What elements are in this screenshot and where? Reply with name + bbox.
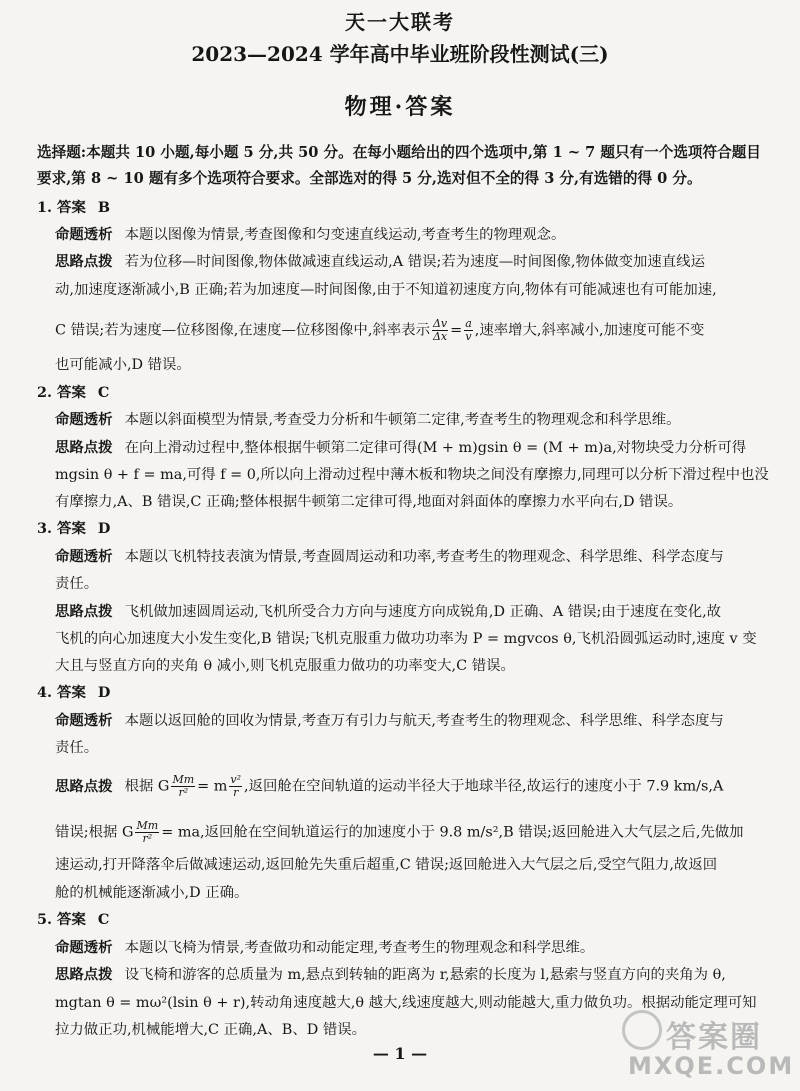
- q2-hint-line-3: 有摩擦力,A、B 错误,C 正确;整体根据牛顿第二定律可得,地面对斜面体的摩擦力水平向右,D 错误。: [55, 494, 683, 510]
- watermark-text: 答案圈: [666, 1020, 762, 1055]
- fraction-a-v: $\frac{a}{v}$: [465, 317, 472, 343]
- q1-hint-line-4: 也可能减小,D 错误。: [55, 357, 191, 373]
- q5-hint-line-3: 拉力做正功,机械能增大,C 正确,A、B、D 错误。: [55, 1022, 367, 1038]
- q4-analysis-line-1: 命题透析 本题以返回舱的回收为情景,考查万有引力与航天,考查考生的物理观念、科学思维、科学态度与: [55, 712, 724, 729]
- exam-org-title: 天一大联考: [345, 10, 455, 34]
- intro-line-2: 要求,第 8 ~ 10 题有多个选项符合要求。全部选对的得 5 分,选对但不全的得 3 分,有选错的得 0 分。: [37, 170, 702, 187]
- q5-hint-line-1: 思路点拨 设飞椅和游客的总质量为 m,悬点到转轴的距离为 r,悬索的长度为 l,悬索与竖直方向的夹角为 θ,: [55, 966, 726, 983]
- q4-hint-line-3: 速运动,打开降落伞后做减速运动,返回舱先失重后超重,C 错误;返回舱进入大气层之后,受空气阻力,故返回: [55, 857, 718, 873]
- q4-hint-line-4: 舱的机械能逐渐减小,D 正确。: [55, 885, 249, 901]
- q4-answer: 4. 答案 D: [37, 684, 111, 701]
- exam-title: 2023—2024 学年高中毕业班阶段性测试(三): [191, 42, 609, 66]
- fraction-dv-dx: $\frac{\Delta v}{\Delta x}$: [432, 317, 448, 343]
- watermark-logo: [622, 1010, 795, 1085]
- q5-analysis: 命题透析 本题以飞椅为情景,考查做功和动能定理,考查考生的物理观念和科学思维。: [55, 939, 595, 956]
- watermark-circle-icon: [622, 1010, 662, 1050]
- q3-hint-line-1: 思路点拨 飞机做加速圆周运动,飞机所受合力方向与速度方向成锐角,D 正确、A 错误;由于速度在变化,故: [55, 603, 722, 620]
- q4-hint-line-2: 错误;根据 G $\frac{Mm}{\text{r²}}$ = ma,返回舱在空间轨道运行的加速度小于 9.8 m/s²,B 错误;返回舱进入大气层之后,先做加: [55, 819, 744, 845]
- q3-analysis-line-1: 命题透析 本题以飞机特技表演为情景,考查圆周运动和功率,考查考生的物理观念、科学思维、科学态度与: [55, 548, 724, 565]
- watermark-url: MXQE.COM: [628, 1052, 795, 1080]
- intro-line-1: 选择题:本题共 10 小题,每小题 5 分,共 50 分。在每小题给出的四个选项中,第 1 ~ 7 题只有一个选项符合题目: [37, 144, 761, 161]
- fraction-Mm-r2-2: $\frac{Mm}{\text{r²}}$: [136, 819, 159, 845]
- q5-hint-line-2: mgtan θ = mω²(lsin θ + r),转动角速度越大,θ 越大,线速度越大,则动能越大,重力做负功。根据动能定理可知: [55, 995, 757, 1011]
- fraction-Mm-r2: $\frac{Mm}{\text{r²}}$: [172, 773, 195, 799]
- q2-hint-line-1: 思路点拨 在向上滑动过程中,整体根据牛顿第二定律可得(M + m)gsin θ = (M + m)a,对物块受力分析可得: [55, 439, 747, 456]
- q1-answer: 1. 答案 B: [37, 199, 111, 216]
- q4-analysis-line-2: 责任。: [55, 740, 99, 756]
- q3-analysis-line-2: 责任。: [55, 576, 99, 592]
- q1-analysis: 命题透析 本题以图像为情景,考查图像和匀变速直线运动,考查考生的物理观念。: [55, 226, 566, 243]
- q3-answer: 3. 答案 D: [37, 520, 111, 537]
- fraction-v2-r: $\frac{\text{v²}}{r}$: [230, 773, 242, 799]
- subject-title: 物理·答案: [344, 94, 456, 120]
- q2-answer: 2. 答案 C: [37, 384, 110, 401]
- q3-hint-line-3: 大且与竖直方向的夹角 θ 减小,则飞机克服重力做功的功率变大,C 错误。: [55, 658, 515, 674]
- q1-hint-line-1: 思路点拨 若为位移—时间图像,物体做减速直线运动,A 错误;若为速度—时间图像,物体做变加速直线运: [55, 253, 705, 270]
- q3-hint-line-2: 飞机的向心加速度大小发生变化,B 错误;飞机克服重力做功功率为 P = mgvcos θ,飞机沿圆弧运动时,速度 v 变: [55, 631, 757, 647]
- q2-analysis: 命题透析 本题以斜面模型为情景,考查受力分析和牛顿第二定律,考查考生的物理观念和科学思维。: [55, 411, 681, 428]
- q5-answer: 5. 答案 C: [37, 911, 110, 928]
- q4-hint-line-1: 思路点拨 根据 G $\frac{Mm}{\text{r²}}$ = m $\frac{\text{v²}}{r}$ ,返回舱在空间轨道的运动半径大于地球半径,故运行的速度小于 7.9 km/s,A: [55, 773, 724, 799]
- page-number: — 1 —: [372, 1044, 428, 1063]
- q1-hint-line-2: 动,加速度逐渐减小,B 正确;若为加速度—时间图像,由于不知道初速度方向,物体有可能减速也有可能加速,: [55, 282, 717, 298]
- q1-hint-line-3: C 错误;若为速度—位移图像,在速度—位移图像中,斜率表示 $\frac{\Delta v}{\Delta x}$ = $\frac{a}{v}$ ,速率增大,斜率减小,加速度可能不变: [55, 317, 705, 343]
- q2-hint-line-2: mgsin θ + f = ma,可得 f = 0,所以向上滑动过程中薄木板和物块之间没有摩擦力,同理可以分析下滑过程中也没: [55, 467, 769, 483]
- q1-answer-letter: B: [97, 199, 111, 216]
